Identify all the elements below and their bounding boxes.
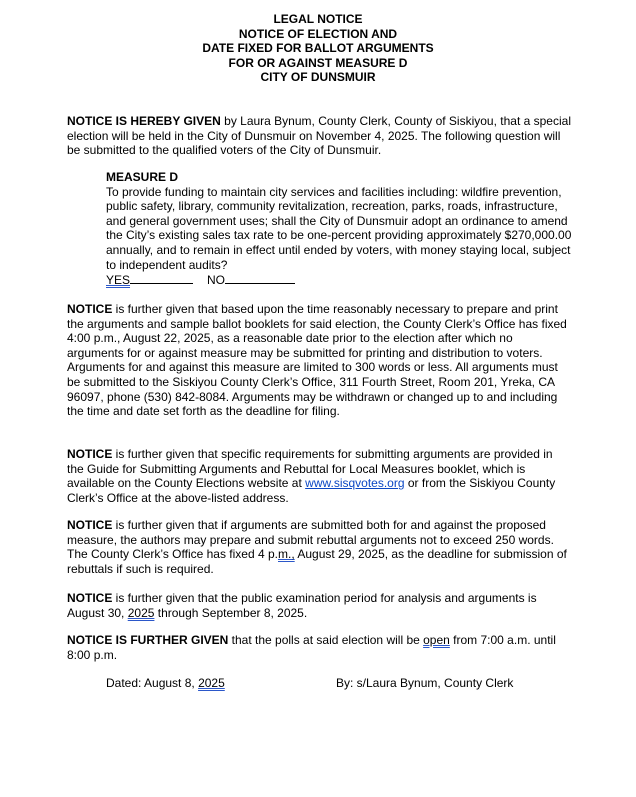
paragraph-lead: NOTICE bbox=[67, 447, 113, 461]
paragraph-text: or from the Siskiyou County Clerk’s Office at the above-listed address. bbox=[67, 476, 556, 505]
rebuttal-notice-paragraph bbox=[67, 518, 572, 576]
paragraph-text: is further given that based upon the time reasonably necessary to prepare and print the arguments and sample ballot booklets for said election, the County Clerk’s Office has fixed 4:00 p.m., August 22, 2025, as a reasonable date prior to the election after which no arguments for or against measure may be submitted for printing and distribution to voters. Arguments for and against this measure are limited to 300 words or less. All arguments must be submitted to the Siskiyou County Clerk’s Office, 311 Fourth Street, Room 201, Yreka, CA 96097, phone (530) 842-8084. Arguments may be withdrawn or changed up to and including the time and date set forth as the deadline for filing. bbox=[67, 302, 567, 419]
dated-year: 2025 bbox=[198, 676, 225, 690]
ballot-choices bbox=[106, 272, 572, 288]
proofing-marked-text: 2025 bbox=[127, 605, 155, 620]
signature-line: By: s/Laura Bynum, County Clerk bbox=[336, 676, 514, 690]
paragraph-lead: NOTICE IS HEREBY GIVEN bbox=[67, 114, 221, 128]
proofing-marked-text: open bbox=[423, 633, 450, 647]
paragraph-text: is further given that specific requirements for submitting arguments are provided in the Guide for Submitting Arguments and Rebuttal for Local Measures booklet, which is available on the County Elections website at bbox=[67, 447, 553, 491]
paragraph-text: through September 8, 2025. bbox=[154, 605, 308, 620]
paragraph-text: that the polls at said election will be bbox=[228, 633, 424, 647]
header-line-5: CITY OF DUNSMUIR bbox=[260, 70, 376, 84]
paragraph-lead: NOTICE IS FURTHER GIVEN bbox=[67, 633, 229, 647]
measure-block bbox=[106, 170, 572, 288]
measure-question: To provide funding to maintain city services and facilities including: wildfire prevention, public safety, library, community revitalization, recreation, parks, roads, infrastructure, and general government uses; shall the City of Dunsmuir adopt an ordinance to amend the City’s existing sales tax rate to be one-percent providing approximately $270,000.00 annually, and to remain in effect until ended by voters, with money staying local, subject to independent audits? bbox=[106, 184, 572, 272]
dated-text: Dated: August 8, bbox=[106, 676, 199, 690]
deadline-notice-paragraph bbox=[67, 302, 572, 419]
paragraph-lead: NOTICE bbox=[67, 302, 113, 316]
yes-label: YES bbox=[106, 273, 131, 288]
paragraph-text: from 7:00 a.m. until 8:00 p.m. bbox=[67, 633, 556, 662]
examination-notice-paragraph bbox=[67, 591, 572, 620]
dated-line bbox=[106, 676, 225, 691]
paragraph-lead: NOTICE bbox=[67, 518, 113, 532]
requirements-notice-paragraph bbox=[67, 447, 572, 505]
header-line-4: FOR OR AGAINST MEASURE D bbox=[228, 55, 408, 70]
paragraph-text: by Laura Bynum, County Clerk, County of Siskiyou, that a special election will be held in the City of Dunsmuir on November 4, 2025. The following question will be submitted to the qualified voters of the City of Dunsmuir. bbox=[67, 114, 571, 158]
proofing-marked-text: m., bbox=[278, 547, 295, 562]
measure-title: MEASURE D bbox=[106, 170, 179, 184]
polls-notice-paragraph bbox=[67, 633, 572, 662]
election-notice-paragraph bbox=[67, 114, 572, 158]
notice-header bbox=[0, 12, 636, 85]
paragraph-text: is further given that if arguments are submitted both for and against the proposed measure, the authors may prepare and submit rebuttal arguments not to exceed 250 words. The County Clerk’s Office has fixed 4 p. bbox=[67, 518, 554, 562]
paragraph-text: August 29, 2025, as the deadline for submission of rebuttals if such is required. bbox=[67, 547, 567, 576]
yes-blank bbox=[130, 272, 193, 284]
sisqvotes-link[interactable]: www.sisqvotes.org bbox=[305, 476, 405, 491]
paragraph-text: is further given that the public examination period for analysis and arguments is August 30, bbox=[67, 591, 537, 620]
no-label: NO bbox=[207, 273, 226, 288]
header-line-1: LEGAL NOTICE bbox=[273, 12, 363, 26]
header-line-2: NOTICE OF ELECTION AND bbox=[238, 26, 398, 41]
no-blank bbox=[225, 272, 295, 284]
paragraph-lead: NOTICE bbox=[67, 591, 113, 605]
header-line-3: DATE FIXED FOR BALLOT ARGUMENTS bbox=[202, 41, 434, 55]
